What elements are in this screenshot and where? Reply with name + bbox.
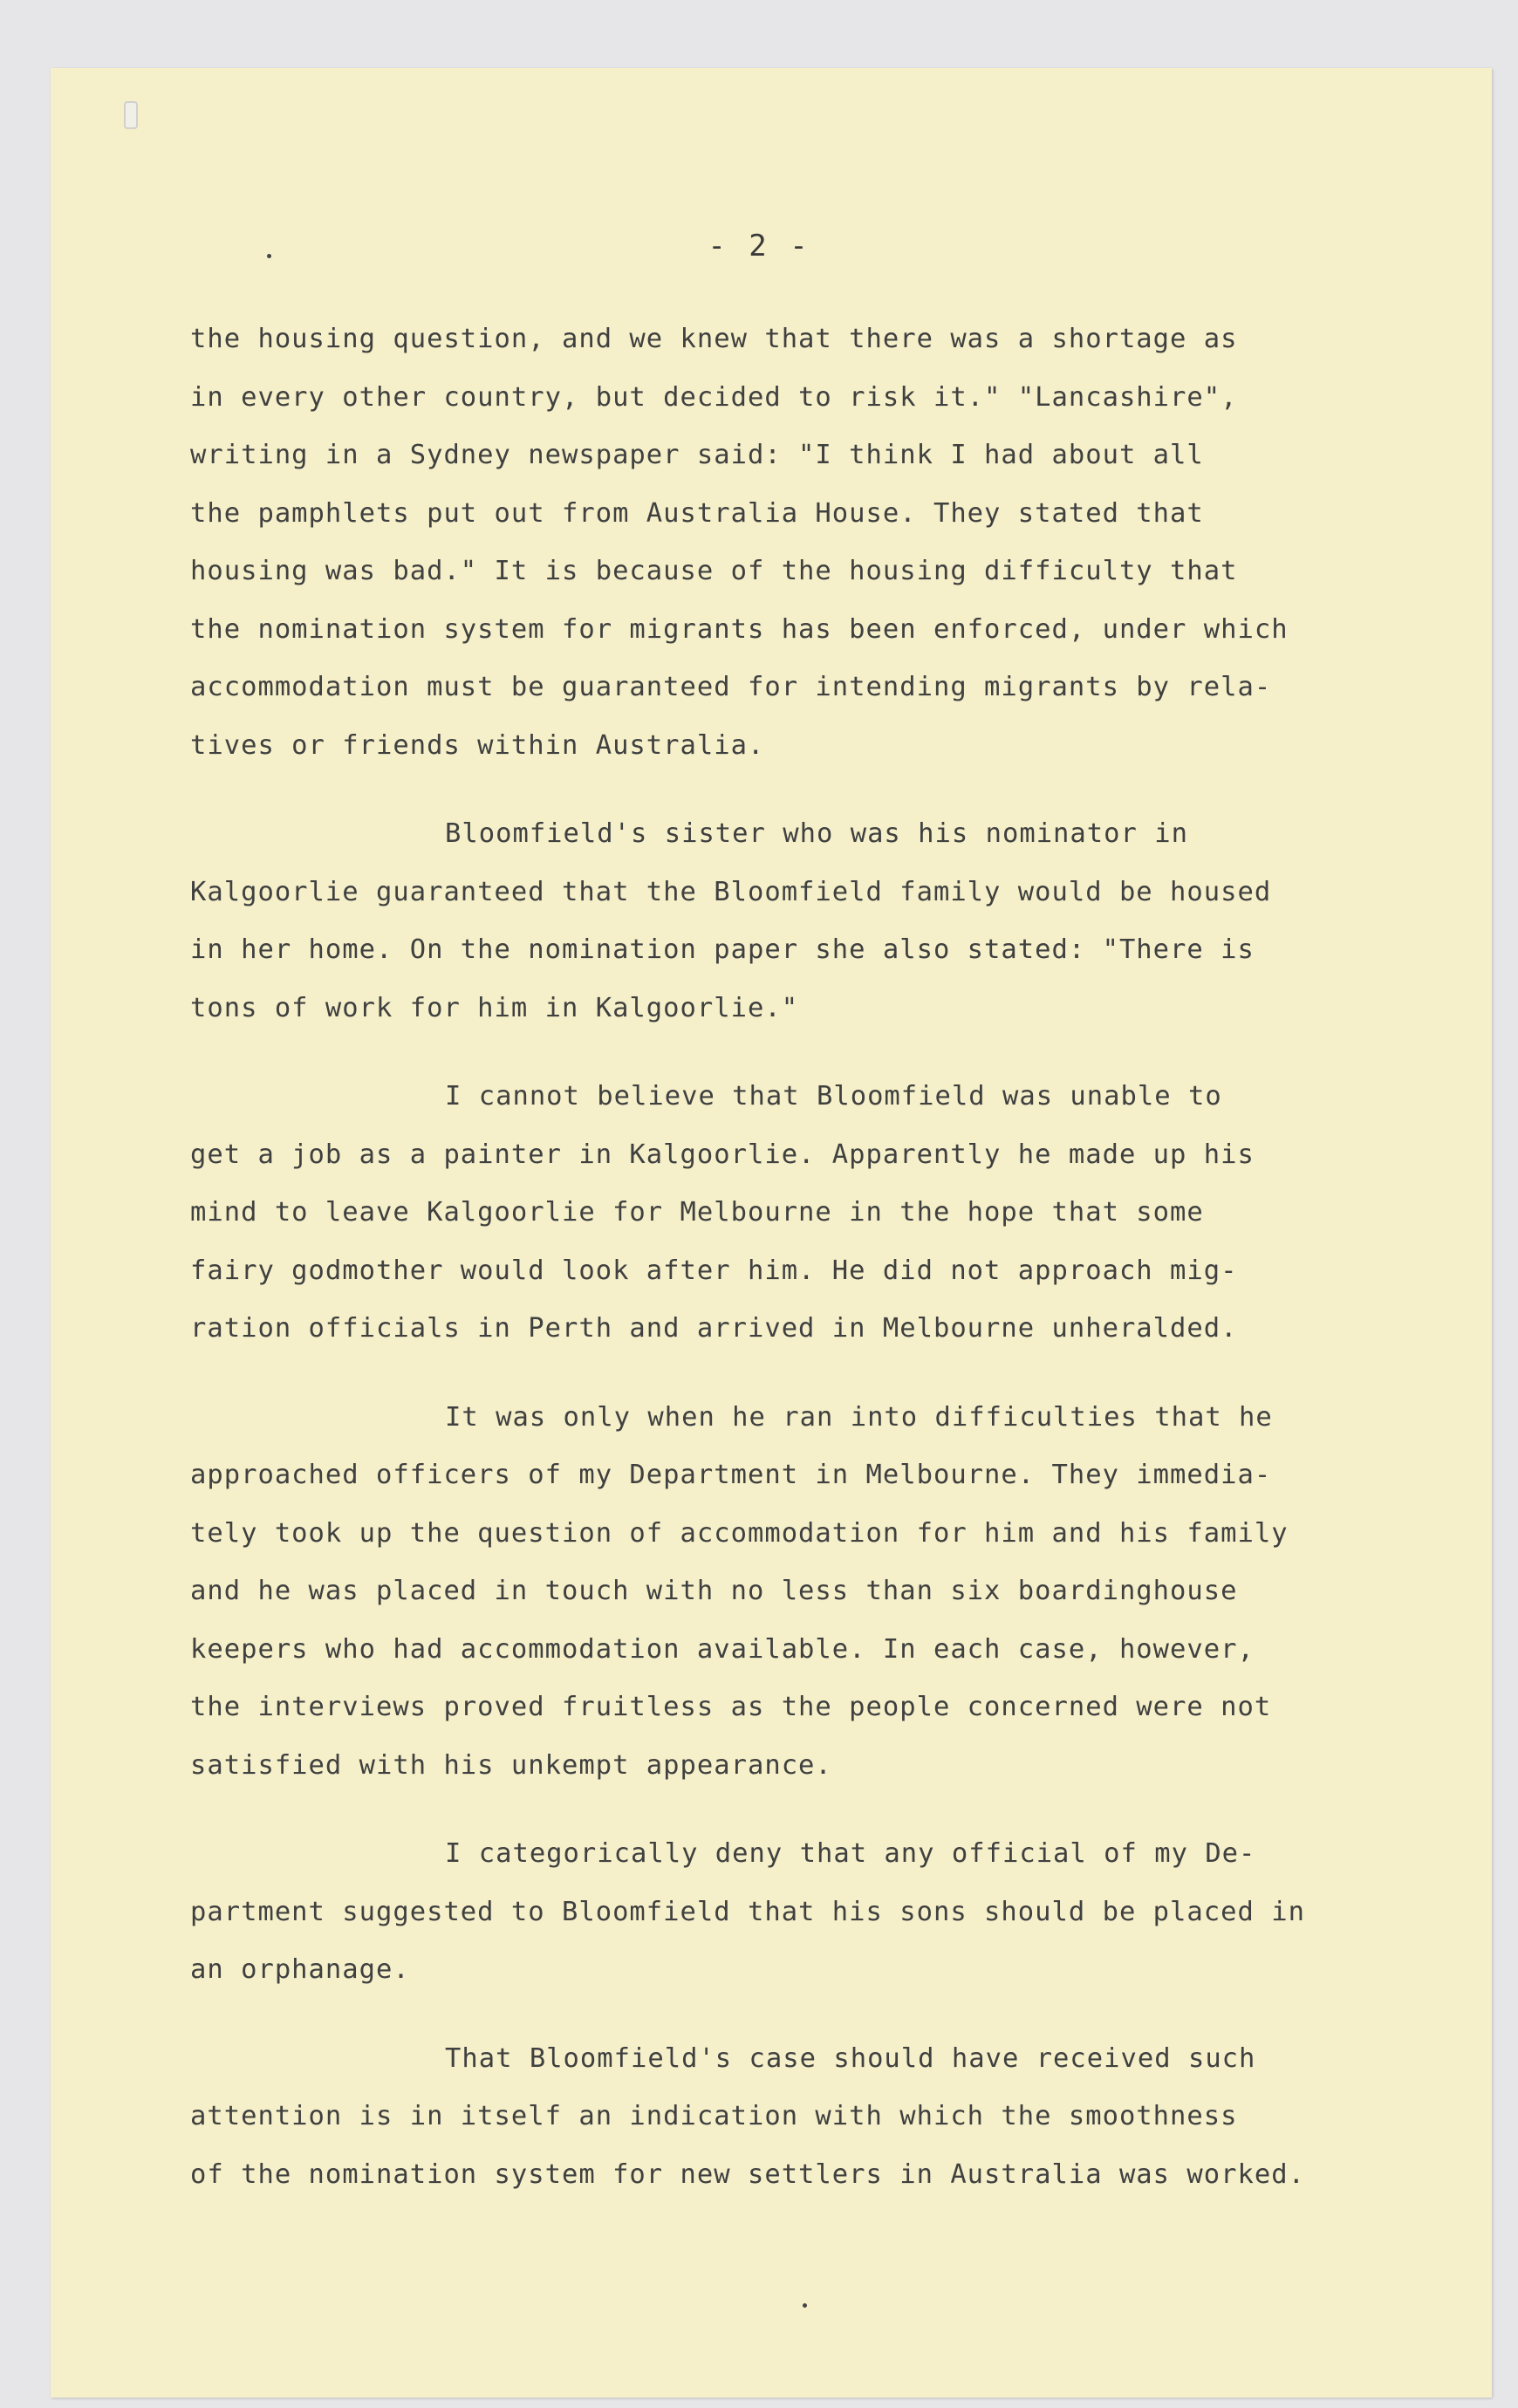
text-line: of the nomination system for new settlers in Australia was worked. [190, 2158, 1305, 2190]
text-line: Kalgoorlie guaranteed that the Bloomfield family would be housed [190, 876, 1272, 907]
text-line: keepers who had accommodation available. In each case, however, [190, 1633, 1255, 1665]
text-line: accommodation must be guaranteed for intending migrants by rela- [190, 672, 1272, 702]
text-line: I categorically deny that any official of my De- [445, 1838, 1256, 1869]
page-number: - 2 - [708, 229, 810, 263]
text-line: writing in a Sydney newspaper said: "I think I had about all [190, 440, 1204, 470]
ink-speck [803, 2303, 807, 2308]
text-line: partment suggested to Bloomfield that his sons should be placed in [190, 1896, 1305, 1927]
text-line: Bloomfield's sister who was his nominator in [445, 818, 1188, 849]
paragraph [190, 311, 1377, 775]
paragraph [190, 1825, 1377, 2000]
text-line: approached officers of my Department in Melbourne. They immedia- [190, 1460, 1272, 1490]
text-line: It was only when he ran into difficulties that he [445, 1401, 1273, 1433]
text-line: and he was placed in touch with no less than six boardinghouse [190, 1576, 1238, 1606]
text-line: satisfied with his unkempt appearance. [190, 1749, 832, 1781]
text-line: I cannot believe that Bloomfield was unable to [445, 1081, 1222, 1112]
paragraph [190, 1389, 1377, 1796]
text-line: tons of work for him in Kalgoorlie." [190, 992, 799, 1023]
text-line: housing was bad." It is because of the housing difficulty that [190, 556, 1238, 586]
text-line: That Bloomfield's case should have received such [445, 2042, 1256, 2074]
text-line: an orphanage. [190, 1954, 410, 1985]
staple-tear-mark [124, 101, 138, 129]
text-line: tives or friends within Australia. [190, 729, 765, 761]
document-body [190, 311, 1377, 2204]
text-line: attention is in itself an indication with which the smoothness [190, 2101, 1238, 2131]
text-line: in her home. On the nomination paper she also stated: "There is [190, 934, 1255, 965]
text-line: ration officials in Perth and arrived in Melbourne unheralded. [190, 1313, 1238, 1344]
text-line: the pamphlets put out from Australia House. They stated that [190, 497, 1204, 529]
text-line: mind to leave Kalgoorlie for Melbourne in the hope that some [190, 1197, 1204, 1228]
text-line: get a job as a painter in Kalgoorlie. Apparently he made up his [190, 1139, 1255, 1170]
text-line: the interviews proved fruitless as the people concerned were not [190, 1692, 1272, 1722]
paragraph [190, 1068, 1377, 1358]
text-line: the nomination system for migrants has been enforced, under which [190, 613, 1289, 645]
text-line: fairy godmother would look after him. He did not approach mig- [190, 1255, 1238, 1286]
text-line: the housing question, and we knew that there was a shortage as [190, 324, 1238, 354]
paragraph [190, 2030, 1377, 2205]
text-line: in every other country, but decided to risk it." "Lancashire", [190, 381, 1238, 413]
paragraph [190, 805, 1377, 1037]
text-line: tely took up the question of accommodation for him and his family [190, 1517, 1289, 1549]
